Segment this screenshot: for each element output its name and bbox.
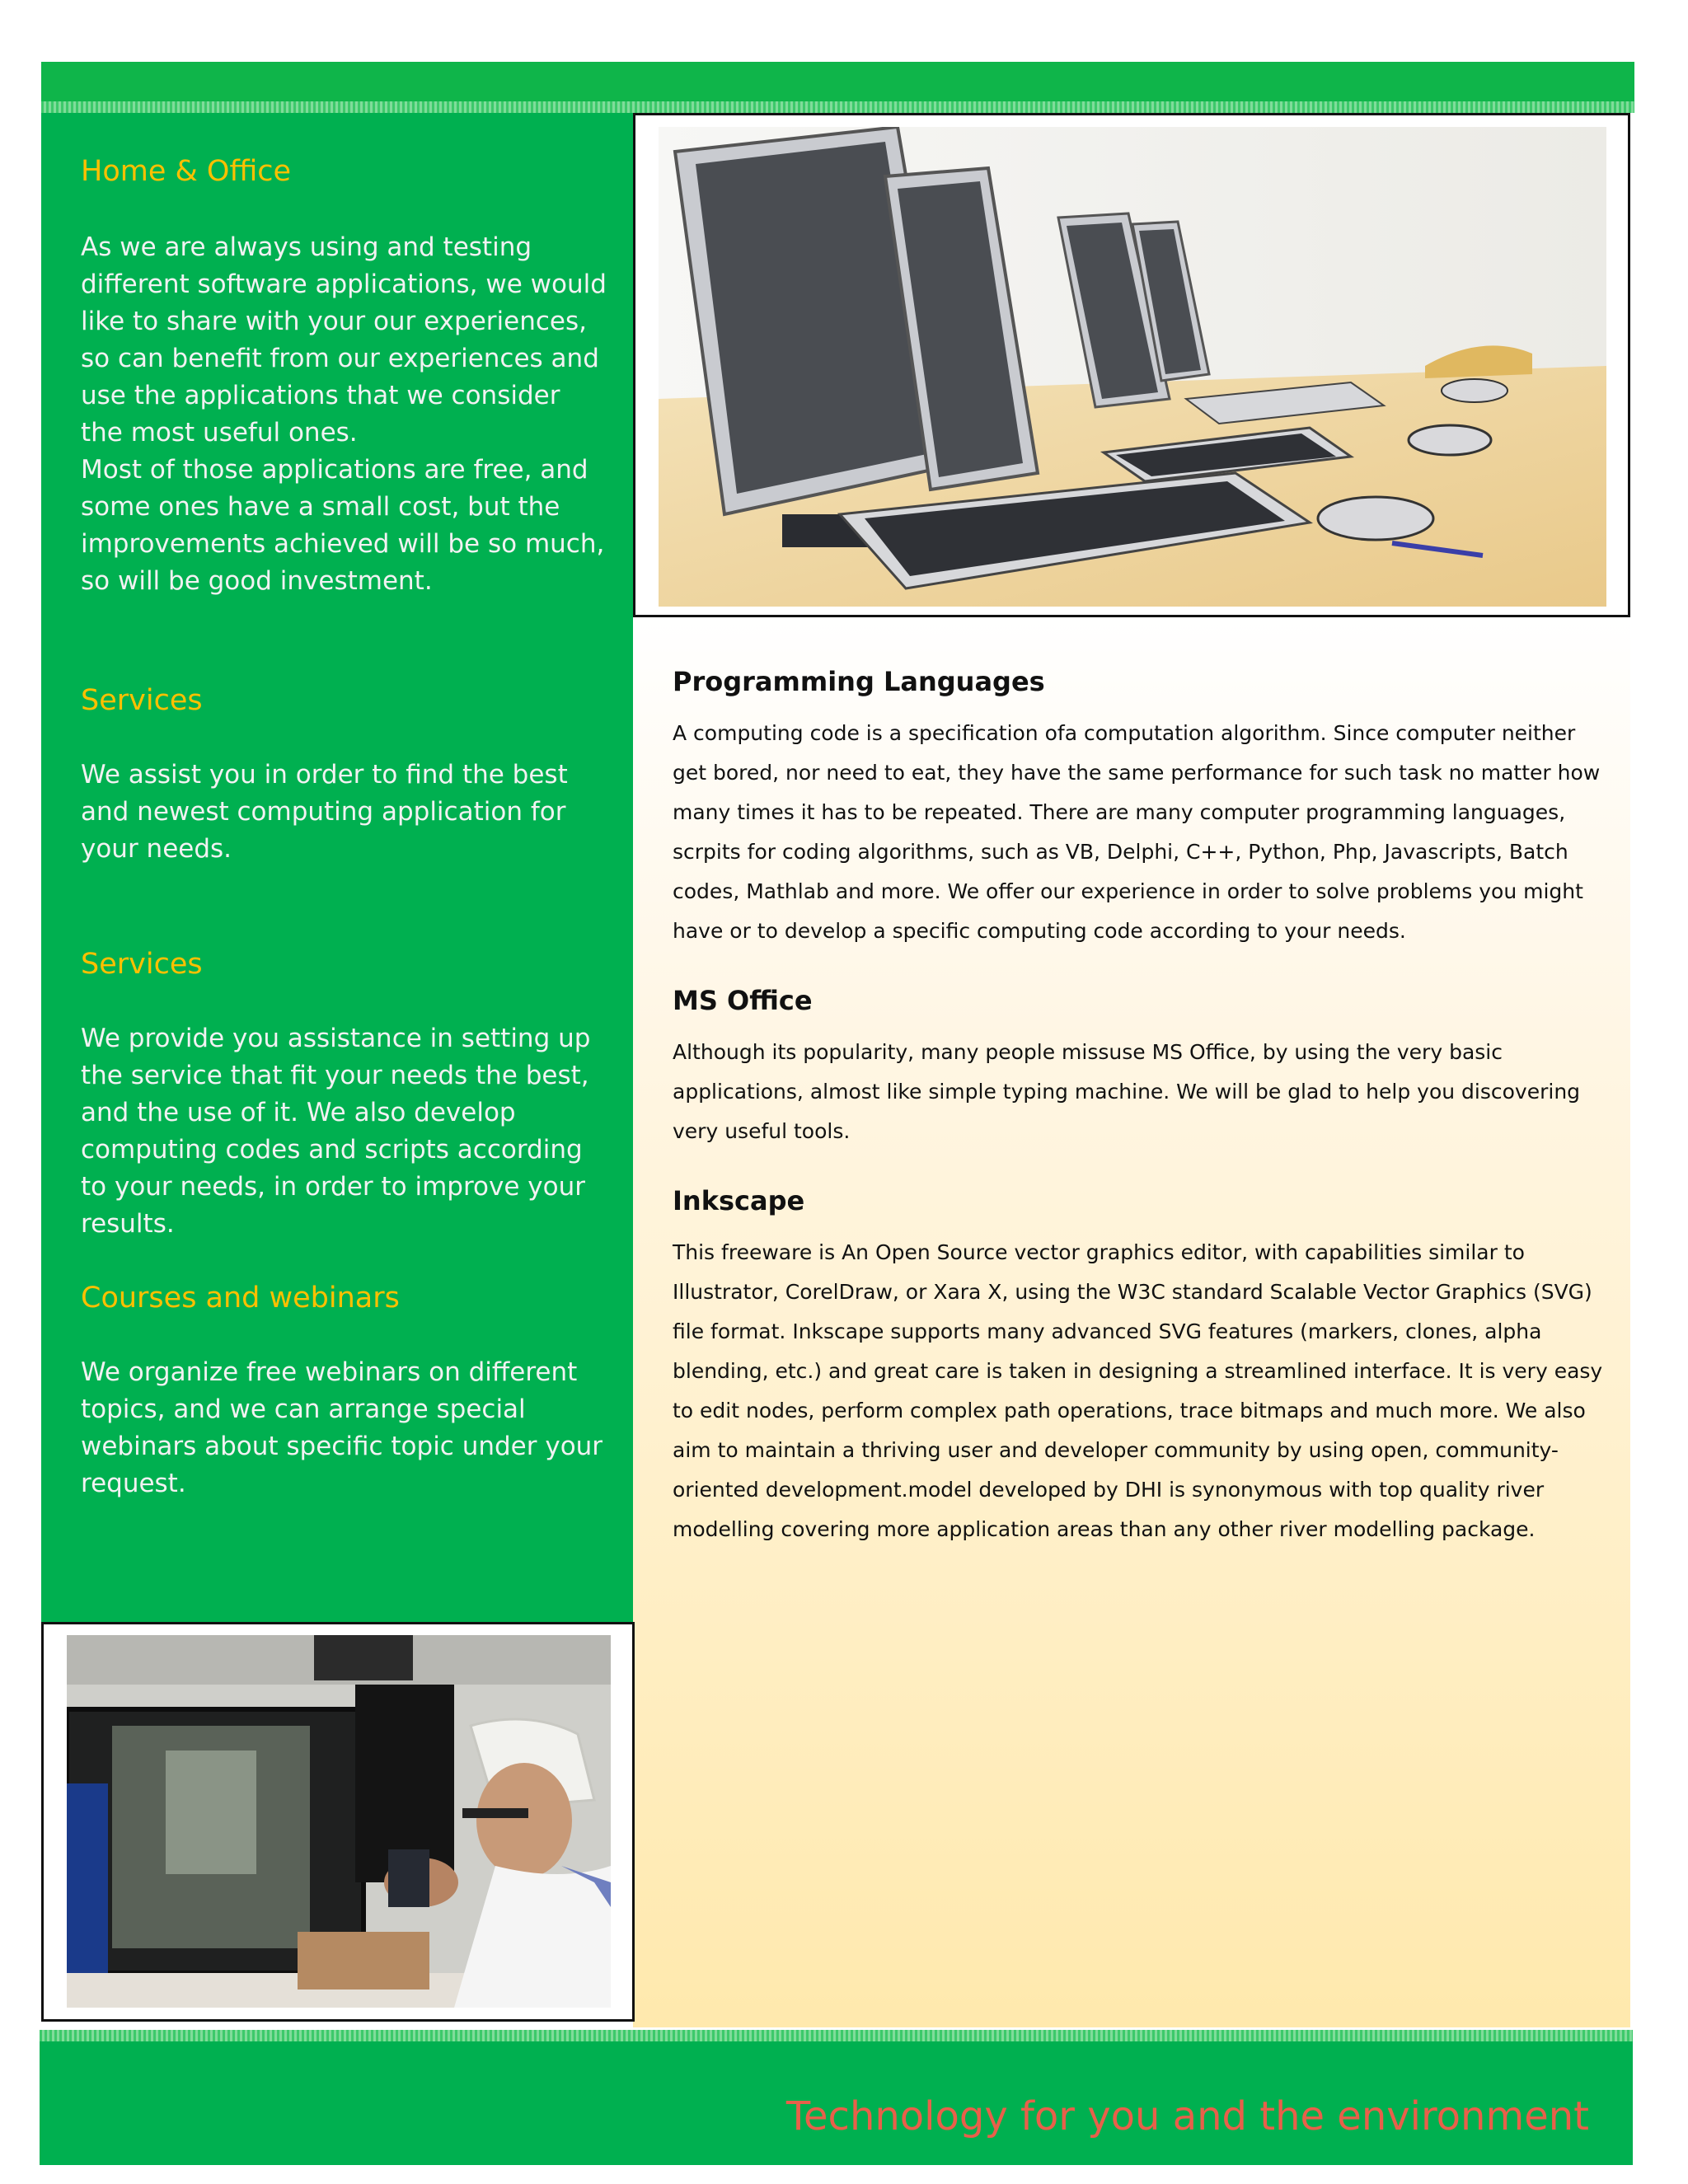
technician-photo-frame: [41, 1622, 635, 2022]
services-body-1: We assist you in order to find the best and newest computing application for your needs.: [81, 760, 568, 864]
home-office-body: As we are always using and testing different software applications, we would like to share with your our experiences, so can benefit from our experiences and use the applications that we consider the most useful ones. Most of those applications are free, and some ones have a small cost, but the improvements achieved will be so much, so will be good investment.: [81, 232, 607, 596]
top-banner-stripe: [41, 101, 1634, 113]
computer-lab-photo-frame: [633, 113, 1630, 617]
home-office-heading: Home & Office: [81, 155, 292, 188]
programming-languages-body: A computing code is a specification ofa computation algorithm. Since computer neither get bored, nor need to eat, they have the same performance for such task no matter how many times it has to be repeated. There are many computer programming languages, scrpits for coding algorithms, such as VB, Delphi, C++, Python, Php, Javascripts, Batch codes, Mathlab and more. We offer our experience in order to solve problems you might have or to develop a specific computing code according to your needs.: [673, 721, 1601, 943]
computer-lab-photo: [659, 127, 1606, 607]
footer-tagline: Technology for you and the environment: [785, 2093, 1589, 2139]
top-banner-bar: [41, 62, 1634, 101]
services-heading-2: Services: [81, 948, 203, 981]
ms-office-body: Although its popularity, many people missuse MS Office, by using the very basic applications, almost like simple typing machine. We will be glad to help you discovering very useful tools.: [673, 1040, 1581, 1143]
courses-body: We organize free webinars on different topics, and we can arrange special webinars about specific topic under your request.: [81, 1357, 603, 1498]
inkscape-body: This freeware is An Open Source vector graphics editor, with capabilities similar to Illustrator, CorelDraw, or Xara X, using the W3C standard Scalable Vector Graphics (SVG) file format. Inkscape supports many advanced SVG features (markers, clones, alpha blending, etc.) and great care is taken in designing a streamlined interface. It is very easy to edit nodes, perform complex path operations, trace bitmaps and much more. We also aim to maintain a thriving user and developer community by using open, community-oriented development.model developed by DHI is synonymous with top quality river modelling covering more application areas than any other river modelling package.: [673, 1240, 1603, 1541]
services-body-2: We provide you assistance in setting up the service that fit your needs the best, and the use of it. We also develop computing codes and scripts according to your needs, in order to improve your results.: [81, 1024, 591, 1239]
ms-office-heading: MS Office: [673, 985, 813, 1016]
courses-heading: Courses and webinars: [81, 1282, 400, 1315]
programming-languages-heading: Programming Languages: [673, 666, 1045, 697]
inkscape-heading: Inkscape: [673, 1185, 805, 1216]
footer-stripe: [40, 2030, 1633, 2041]
technician-photo: [67, 1635, 611, 2008]
services-heading-1: Services: [81, 684, 203, 717]
